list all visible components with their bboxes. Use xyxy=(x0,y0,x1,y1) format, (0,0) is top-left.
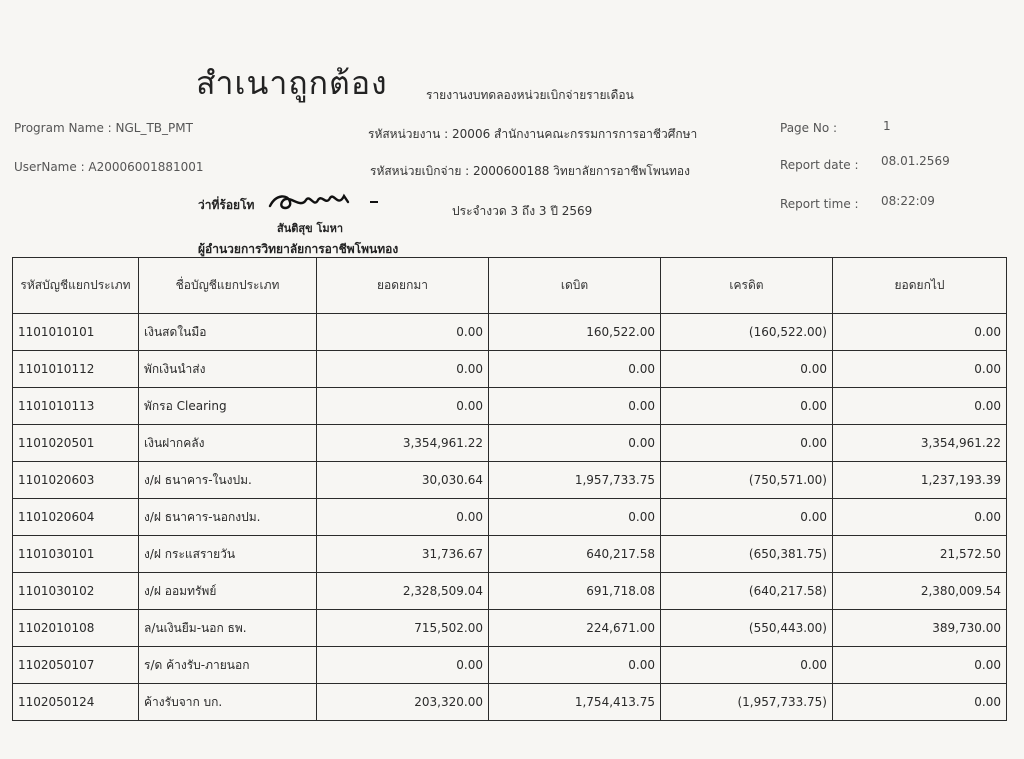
table-row xyxy=(13,314,1007,351)
credit: (650,381.75) xyxy=(661,536,833,573)
brought-forward: 0.00 xyxy=(317,388,489,425)
account-code: 1101020604 xyxy=(13,499,139,536)
table-row xyxy=(13,647,1007,684)
brought-forward: 2,328,509.04 xyxy=(317,573,489,610)
credit: (550,443.00) xyxy=(661,610,833,647)
header-account-code: รหัสบัญชีแยกประเภท xyxy=(13,258,139,314)
table-row xyxy=(13,610,1007,647)
table-row xyxy=(13,573,1007,610)
header-brought-forward: ยอดยกมา xyxy=(317,258,489,314)
trial-balance-table xyxy=(12,257,1007,721)
header-account-name: ชื่อบัญชีแยกประเภท xyxy=(139,258,317,314)
credit: (750,571.00) xyxy=(661,462,833,499)
account-code: 1101010101 xyxy=(13,314,139,351)
signer-prefix: ว่าที่ร้อยโท xyxy=(198,198,255,212)
debit: 160,522.00 xyxy=(489,314,661,351)
carried-forward: 1,237,193.39 xyxy=(833,462,1007,499)
table-row xyxy=(13,536,1007,573)
brought-forward: 715,502.00 xyxy=(317,610,489,647)
page-no-label: Page No : xyxy=(780,121,838,135)
credit: (640,217.58) xyxy=(661,573,833,610)
account-name: พักเงินนำส่ง xyxy=(139,351,317,388)
table-row xyxy=(13,499,1007,536)
brought-forward: 30,030.64 xyxy=(317,462,489,499)
account-code: 1101020501 xyxy=(13,425,139,462)
header-debit: เดบิต xyxy=(489,258,661,314)
account-name: เงินสดในมือ xyxy=(139,314,317,351)
account-name: ง/ฝ ออมทรัพย์ xyxy=(139,573,317,610)
account-name: ล/นเงินยืม-นอก ธพ. xyxy=(139,610,317,647)
debit: 1,957,733.75 xyxy=(489,462,661,499)
debit: 1,754,413.75 xyxy=(489,684,661,721)
account-name: ค้างรับจาก บก. xyxy=(139,684,317,721)
table-row xyxy=(13,462,1007,499)
carried-forward: 0.00 xyxy=(833,351,1007,388)
handwritten-signature xyxy=(266,188,386,216)
credit: 0.00 xyxy=(661,351,833,388)
brought-forward: 3,354,961.22 xyxy=(317,425,489,462)
header-carried-forward: ยอดยกไป xyxy=(833,258,1007,314)
carried-forward: 0.00 xyxy=(833,314,1007,351)
table-header-row xyxy=(13,258,1007,314)
credit: (1,957,733.75) xyxy=(661,684,833,721)
report-date-value: 08.01.2569 xyxy=(881,154,950,168)
debit: 0.00 xyxy=(489,647,661,684)
account-name: ง/ฝ ธนาคาร-นอกงปม. xyxy=(139,499,317,536)
credit: 0.00 xyxy=(661,647,833,684)
debit: 640,217.58 xyxy=(489,536,661,573)
brought-forward: 0.00 xyxy=(317,647,489,684)
credit: 0.00 xyxy=(661,388,833,425)
account-code: 1101010112 xyxy=(13,351,139,388)
table-row xyxy=(13,388,1007,425)
report-date-label: Report date : xyxy=(780,158,859,172)
page-no-value: 1 xyxy=(883,119,891,133)
account-name: พักรอ Clearing xyxy=(139,388,317,425)
debit: 0.00 xyxy=(489,425,661,462)
account-code: 1102050124 xyxy=(13,684,139,721)
account-name: เงินฝากคลัง xyxy=(139,425,317,462)
brought-forward: 203,320.00 xyxy=(317,684,489,721)
credit: 0.00 xyxy=(661,499,833,536)
account-code: 1101030101 xyxy=(13,536,139,573)
debit: 0.00 xyxy=(489,388,661,425)
report-period: ประจำงวด 3 ถึง 3 ปี 2569 xyxy=(452,204,593,218)
brought-forward: 31,736.67 xyxy=(317,536,489,573)
table-row xyxy=(13,684,1007,721)
carried-forward: 0.00 xyxy=(833,647,1007,684)
account-code: 1102010108 xyxy=(13,610,139,647)
carried-forward: 0.00 xyxy=(833,388,1007,425)
brought-forward: 0.00 xyxy=(317,351,489,388)
debit: 224,671.00 xyxy=(489,610,661,647)
account-name: ง/ฝ ธนาคาร-ในงปม. xyxy=(139,462,317,499)
report-time-label: Report time : xyxy=(780,197,859,211)
carried-forward: 3,354,961.22 xyxy=(833,425,1007,462)
debit: 0.00 xyxy=(489,499,661,536)
carried-forward: 2,380,009.54 xyxy=(833,573,1007,610)
account-code: 1101010113 xyxy=(13,388,139,425)
header-credit: เครดิต xyxy=(661,258,833,314)
report-title: รายงานงบทดลองหน่วยเบิกจ่ายรายเดือน xyxy=(426,88,634,102)
account-name: ร/ด ค้างรับ-ภายนอก xyxy=(139,647,317,684)
account-code: 1101030102 xyxy=(13,573,139,610)
carried-forward: 389,730.00 xyxy=(833,610,1007,647)
account-code: 1102050107 xyxy=(13,647,139,684)
agency-unit: รหัสหน่วยงาน : 20006 สำนักงานคณะกรรมการการอาชีวศึกษา xyxy=(368,127,698,141)
debit: 691,718.08 xyxy=(489,573,661,610)
user-name: UserName : A20006001881001 xyxy=(14,160,204,174)
brought-forward: 0.00 xyxy=(317,314,489,351)
carried-forward: 0.00 xyxy=(833,499,1007,536)
signer-name: สันติสุข โมหา xyxy=(277,222,344,235)
table-row xyxy=(13,351,1007,388)
table-row xyxy=(13,425,1007,462)
program-name: Program Name : NGL_TB_PMT xyxy=(14,121,193,135)
debit: 0.00 xyxy=(489,351,661,388)
brought-forward: 0.00 xyxy=(317,499,489,536)
account-code: 1101020603 xyxy=(13,462,139,499)
certified-copy-stamp: สำเนาถูกต้อง xyxy=(196,64,388,102)
credit: (160,522.00) xyxy=(661,314,833,351)
disbursing-unit: รหัสหน่วยเบิกจ่าย : 2000600188 วิทยาลัยการอาชีพโพนทอง xyxy=(370,164,690,178)
credit: 0.00 xyxy=(661,425,833,462)
report-time-value: 08:22:09 xyxy=(881,194,935,208)
signer-title: ผู้อำนวยการวิทยาลัยการอาชีพโพนทอง xyxy=(198,242,399,256)
account-name: ง/ฝ กระแสรายวัน xyxy=(139,536,317,573)
carried-forward: 21,572.50 xyxy=(833,536,1007,573)
carried-forward: 0.00 xyxy=(833,684,1007,721)
